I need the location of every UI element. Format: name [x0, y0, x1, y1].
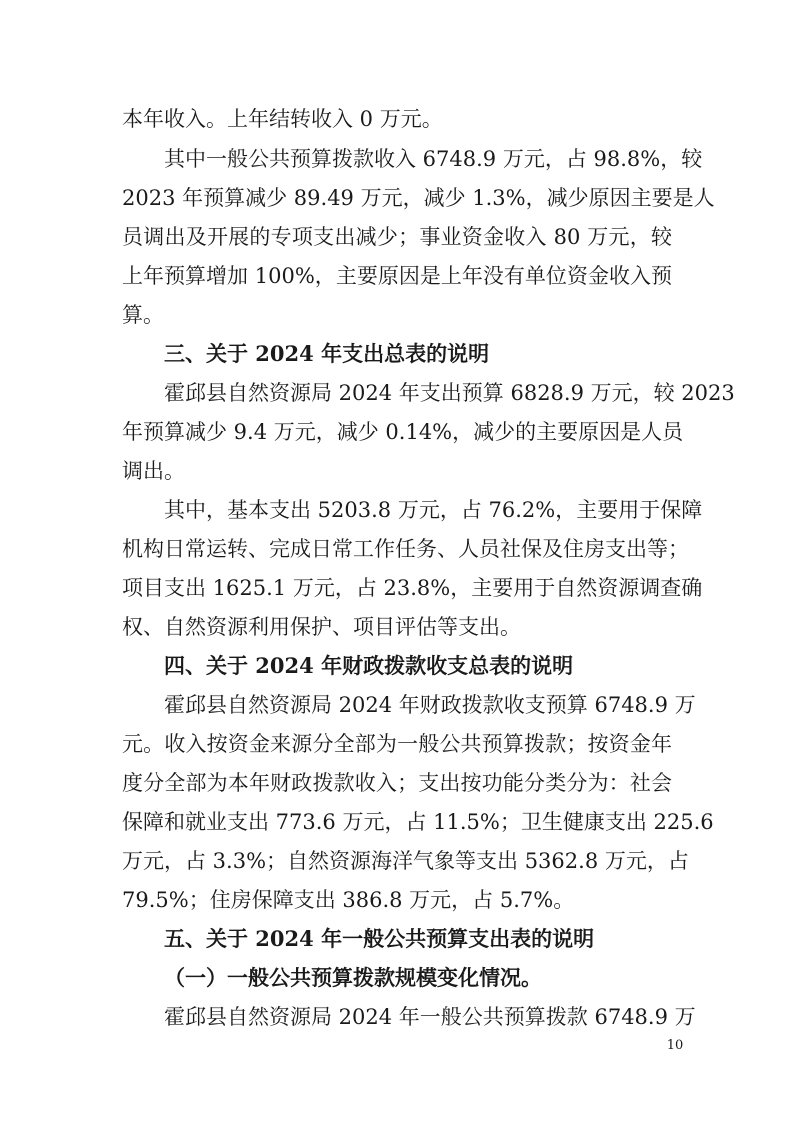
text-line: 2023 年预算减少 89.49 万元，减少 1.3%，减少原因主要是人	[122, 186, 715, 210]
text-line: 其中，基本支出 5203.8 万元，占 76.2%，主要用于保障	[164, 498, 703, 522]
text-line: 保障和就业支出 773.6 万元，占 11.5%；卫生健康支出 225.6	[122, 810, 714, 834]
text-line: 权、自然资源利用保护、项目评估等支出。	[122, 615, 521, 639]
text-line: 万元，占 3.3%；自然资源海洋气象等支出 5362.8 万元，占	[122, 849, 689, 873]
section-heading: 五、关于 2024 年一般公共预算支出表的说明	[164, 926, 595, 951]
text-line: 年预算减少 9.4 万元，减少 0.14%，减少的主要原因是人员	[122, 420, 684, 444]
subsection-heading: （一）一般公共预算拨款规模变化情况。	[164, 965, 542, 990]
text-line: 机构日常运转、完成日常工作任务、人员社保及住房支出等；	[122, 537, 689, 561]
text-line: 霍邱县自然资源局 2024 年财政拨款收支预算 6748.9 万	[164, 693, 696, 717]
text-line: 度分全部为本年财政拨款收入；支出按功能分类分为：社会	[122, 771, 672, 795]
text-line: 上年预算增加 100%，主要原因是上年没有单位资金收入预	[122, 264, 672, 288]
text-line: 本年收入。上年结转收入 0 万元。	[122, 107, 443, 131]
text-line: 霍邱县自然资源局 2024 年一般公共预算拨款 6748.9 万	[164, 1005, 696, 1029]
text-line: 霍邱县自然资源局 2024 年支出预算 6828.9 万元，较 2023	[164, 381, 735, 405]
text-line: 项目支出 1625.1 万元，占 23.8%，主要用于自然资源调查确	[122, 576, 703, 600]
text-line: 79.5%；住房保障支出 386.8 万元，占 5.7%。	[122, 888, 575, 912]
text-line: 算。	[122, 303, 164, 327]
text-line: 员调出及开展的专项支出减少；事业资金收入 80 万元，较	[122, 225, 672, 249]
text-line: 其中一般公共预算拨款收入 6748.9 万元，占 98.8%，较	[164, 147, 703, 171]
section-heading: 三、关于 2024 年支出总表的说明	[164, 341, 490, 366]
page-number: 10	[666, 1038, 684, 1053]
text-line: 元。收入按资金来源分全部为一般公共预算拨款；按资金年	[122, 732, 672, 756]
text-line: 调出。	[122, 459, 185, 483]
section-heading: 四、关于 2024 年财政拨款收支总表的说明	[164, 653, 574, 678]
